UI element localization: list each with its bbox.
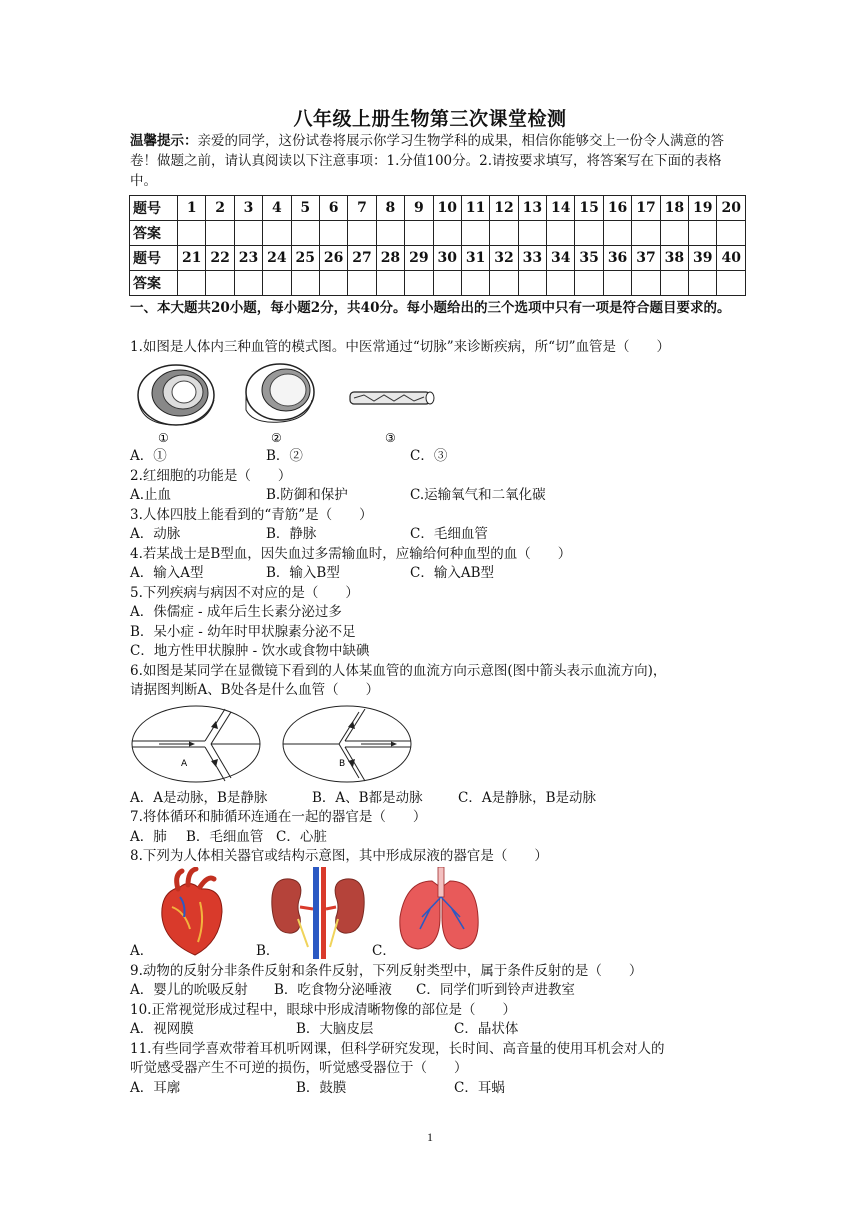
question-10-options xyxy=(130,1020,750,1040)
question-number-cell: 20 xyxy=(717,196,746,221)
question-6-options xyxy=(130,789,750,809)
option-c[interactable]: C．同学们听到铃声进教室 xyxy=(416,982,575,998)
question-8-options xyxy=(130,942,750,962)
answer-cell[interactable] xyxy=(206,271,234,296)
question-number-cell: 2 xyxy=(206,196,234,221)
tip-body: 亲爱的同学，这份试卷将展示你学习生物学科的成果，相信你能够交上一份令人满意的答卷！做题之前，请认真阅读以下注意事项：1.分值100分。2.请按要求填写，将答案写在下面的表格中。 xyxy=(130,133,724,189)
vessel-a-diagram xyxy=(132,706,260,782)
question-number-cell: 13 xyxy=(518,196,546,221)
answer-cell[interactable] xyxy=(348,271,376,296)
answer-table xyxy=(129,195,746,296)
question-number-cell: 8 xyxy=(376,196,404,221)
question-number-cell: 27 xyxy=(348,246,376,271)
answer-cell[interactable] xyxy=(433,271,461,296)
question-number-cell: 28 xyxy=(376,246,404,271)
answer-cell[interactable] xyxy=(660,271,688,296)
question-2-stem: 2.红细胞的功能是（ ） xyxy=(130,468,292,484)
answer-cell[interactable] xyxy=(319,271,347,296)
answer-cell[interactable] xyxy=(291,271,319,296)
option-b[interactable]: B．大脑皮层 xyxy=(296,1021,374,1037)
option-b[interactable]: B． xyxy=(256,943,280,959)
answer-cell[interactable] xyxy=(490,271,518,296)
answer-cell[interactable] xyxy=(660,221,688,246)
question-6-stem-line-1: 6.如图是某同学在显微镜下看到的人体某血管的血流方向示意图(图中箭头表示血流方向)， xyxy=(130,663,667,679)
question-2-options xyxy=(130,486,750,506)
question-10-stem: 10.正常视觉形成过程中，眼球中形成清晰物像的部位是（ ） xyxy=(130,1002,516,1018)
option-b[interactable]: B．静脉 xyxy=(266,526,317,542)
question-number-cell: 32 xyxy=(490,246,518,271)
option-a[interactable]: A．视网膜 xyxy=(130,1021,194,1037)
answer-cell[interactable] xyxy=(490,221,518,246)
option-a[interactable]: A．侏儒症 - 成年后生长素分泌过多 xyxy=(130,604,342,620)
question-number-cell: 34 xyxy=(547,246,575,271)
question-7-options xyxy=(130,828,750,848)
answer-cell[interactable] xyxy=(234,271,262,296)
page-title: 八年级上册生物第三次课堂检测 xyxy=(293,108,567,130)
answer-cell[interactable] xyxy=(263,271,291,296)
tip-label: 温馨提示： xyxy=(130,133,198,149)
question-6-stem-line-2: 请据图判断A、B处各是什么血管（ ） xyxy=(130,682,380,698)
question-5-stem: 5.下列疾病与病因不对应的是（ ） xyxy=(130,585,359,601)
question-1-stem: 1.如图是人体内三种血管的模式图。中医常通过“切脉”来诊断疾病，所“切”血管是（ ） xyxy=(130,339,670,355)
question-9-stem: 9.动物的反射分非条件反射和条件反射，下列反射类型中，属于条件反射的是（ ） xyxy=(130,963,643,979)
answer-cell[interactable] xyxy=(291,221,319,246)
row-header-question: 题号 xyxy=(130,196,178,221)
question-number-cell: 12 xyxy=(490,196,518,221)
answer-table-row-answers-2 xyxy=(130,271,746,296)
question-number-cell: 17 xyxy=(632,196,660,221)
answer-cell[interactable] xyxy=(206,221,234,246)
option-b[interactable]: B．吃食物分泌唾液 xyxy=(274,982,392,998)
question-9-options xyxy=(130,981,750,1001)
capillary-icon xyxy=(350,392,434,404)
answer-cell[interactable] xyxy=(575,221,603,246)
option-b[interactable]: B．输入B型 xyxy=(266,565,340,581)
question-4-stem: 4.若某战士是B型血，因失血过多需输血时，应输给何种血型的血（ ） xyxy=(130,546,572,562)
answer-cell[interactable] xyxy=(575,271,603,296)
answer-table-row-answers-1 xyxy=(130,221,746,246)
answer-cell[interactable] xyxy=(632,271,660,296)
option-a[interactable]: A．婴儿的吮吸反射 xyxy=(130,982,248,998)
question-number-cell: 37 xyxy=(632,246,660,271)
question-11-stem-line-2: 听觉感受器产生不可逆的损伤，听觉感受器位于（ ） xyxy=(130,1060,468,1076)
question-11-options xyxy=(130,1079,750,1099)
question-number-cell: 3 xyxy=(234,196,262,221)
row-header-answer: 答案 xyxy=(130,271,178,296)
vein-icon xyxy=(246,364,314,422)
answer-cell[interactable] xyxy=(178,221,206,246)
answer-cell[interactable] xyxy=(717,221,746,246)
figure-label: ② xyxy=(271,431,282,445)
answer-cell[interactable] xyxy=(405,271,433,296)
option-b[interactable]: B．毛细血管 xyxy=(186,829,264,845)
option-a[interactable]: A．A是动脉，B是静脉 xyxy=(130,790,268,806)
answer-cell[interactable] xyxy=(717,271,746,296)
option-c[interactable]: C．晶状体 xyxy=(454,1021,519,1037)
artery-icon xyxy=(138,365,214,425)
answer-cell[interactable] xyxy=(348,221,376,246)
question-number-cell: 26 xyxy=(319,246,347,271)
option-a[interactable]: A．肺 xyxy=(130,829,167,845)
blood-flow-diagram xyxy=(129,703,415,787)
answer-cell[interactable] xyxy=(376,271,404,296)
option-b[interactable]: B．② xyxy=(266,448,303,464)
question-number-cell: 1 xyxy=(178,196,206,221)
question-number-cell: 7 xyxy=(348,196,376,221)
answer-table-row-numbers-2 xyxy=(130,246,746,271)
figure-label: ① xyxy=(158,431,169,445)
question-number-cell: 11 xyxy=(461,196,489,221)
answer-cell[interactable] xyxy=(234,221,262,246)
answer-cell[interactable] xyxy=(632,221,660,246)
row-header-answer: 答案 xyxy=(130,221,178,246)
question-number-cell: 24 xyxy=(263,246,291,271)
question-number-cell: 16 xyxy=(603,196,631,221)
answer-cell[interactable] xyxy=(319,221,347,246)
option-a[interactable]: A.止血 xyxy=(130,487,172,503)
option-c[interactable]: C．毛细血管 xyxy=(410,526,488,542)
answer-cell[interactable] xyxy=(518,271,546,296)
question-number-cell: 35 xyxy=(575,246,603,271)
question-number-cell: 5 xyxy=(291,196,319,221)
option-b[interactable]: B．A、B都是动脉 xyxy=(312,790,423,806)
option-c[interactable]: C．输入AB型 xyxy=(410,565,494,581)
option-c[interactable]: C．③ xyxy=(410,448,448,464)
answer-cell[interactable] xyxy=(263,221,291,246)
question-number-cell: 36 xyxy=(603,246,631,271)
answer-cell[interactable] xyxy=(433,221,461,246)
question-number-cell: 19 xyxy=(689,196,717,221)
question-number-cell: 38 xyxy=(660,246,688,271)
question-number-cell: 18 xyxy=(660,196,688,221)
question-4-options xyxy=(130,564,750,584)
question-number-cell: 25 xyxy=(291,246,319,271)
answer-cell[interactable] xyxy=(461,221,489,246)
label-b: B xyxy=(339,759,346,769)
answer-cell[interactable] xyxy=(689,271,717,296)
question-number-cell: 15 xyxy=(575,196,603,221)
vessel-b-diagram xyxy=(283,706,411,782)
question-number-cell: 40 xyxy=(717,246,746,271)
option-c[interactable]: C．耳蜗 xyxy=(454,1080,505,1096)
answer-cell[interactable] xyxy=(547,221,575,246)
question-number-cell: 14 xyxy=(547,196,575,221)
answer-cell[interactable] xyxy=(518,221,546,246)
question-number-cell: 9 xyxy=(405,196,433,221)
option-a[interactable]: A． xyxy=(130,943,154,959)
answer-cell[interactable] xyxy=(689,221,717,246)
option-a[interactable]: A．动脉 xyxy=(130,526,181,542)
option-c[interactable]: C.运输氧气和二氧化碳 xyxy=(410,487,546,503)
answer-table-row-numbers-1 xyxy=(130,196,746,221)
question-number-cell: 23 xyxy=(234,246,262,271)
option-b[interactable]: B．呆小症 - 幼年时甲状腺素分泌不足 xyxy=(130,624,356,640)
lungs-icon xyxy=(400,867,478,949)
answer-cell[interactable] xyxy=(547,271,575,296)
question-7-stem: 7.将体循环和肺循环连通在一起的器官是（ ） xyxy=(130,809,427,825)
figure-label: ③ xyxy=(385,431,396,445)
option-b[interactable]: B．鼓膜 xyxy=(296,1080,347,1096)
answer-cell[interactable] xyxy=(178,271,206,296)
question-number-cell: 6 xyxy=(319,196,347,221)
option-b[interactable]: B.防御和保护 xyxy=(266,487,348,503)
label-a: A xyxy=(181,759,188,769)
question-8-stem: 8.下列为人体相关器官或结构示意图，其中形成尿液的器官是（ ） xyxy=(130,848,548,864)
question-11-stem-line-1: 11.有些同学喜欢带着耳机听网课，但科学研究发现，长时间、高音量的使用耳机会对人的 xyxy=(130,1041,665,1057)
question-number-cell: 4 xyxy=(263,196,291,221)
question-number-cell: 22 xyxy=(206,246,234,271)
row-header-question: 题号 xyxy=(130,246,178,271)
tip-paragraph xyxy=(130,131,736,191)
question-number-cell: 30 xyxy=(433,246,461,271)
option-c[interactable]: C．心脏 xyxy=(276,829,327,845)
answer-cell[interactable] xyxy=(461,271,489,296)
question-number-cell: 21 xyxy=(178,246,206,271)
answer-cell[interactable] xyxy=(603,221,631,246)
question-number-cell: 29 xyxy=(405,246,433,271)
blood-vessel-figure xyxy=(128,360,458,446)
answer-cell[interactable] xyxy=(405,221,433,246)
answer-cell[interactable] xyxy=(603,271,631,296)
option-a[interactable]: A．耳廓 xyxy=(130,1080,181,1096)
question-3-stem: 3.人体四肢上能看到的“青筋”是（ ） xyxy=(130,507,373,523)
option-c[interactable]: C．A是静脉，B是动脉 xyxy=(458,790,596,806)
question-number-cell: 39 xyxy=(689,246,717,271)
option-a[interactable]: A．输入A型 xyxy=(130,565,204,581)
answer-cell[interactable] xyxy=(376,221,404,246)
question-number-cell: 33 xyxy=(518,246,546,271)
option-a[interactable]: A．① xyxy=(130,448,167,464)
question-number-cell: 31 xyxy=(461,246,489,271)
option-c[interactable]: C． xyxy=(372,943,396,959)
question-3-options xyxy=(130,525,750,545)
option-c[interactable]: C．地方性甲状腺肿 - 饮水或食物中缺碘 xyxy=(130,643,370,659)
page-number: 1 xyxy=(427,1130,433,1144)
question-number-cell: 10 xyxy=(433,196,461,221)
question-1-options xyxy=(130,447,750,467)
section-heading: 一、本大题共20小题，每小题2分，共40分。每小题给出的三个选项中只有一项是符合题目要求的。 xyxy=(130,300,731,316)
